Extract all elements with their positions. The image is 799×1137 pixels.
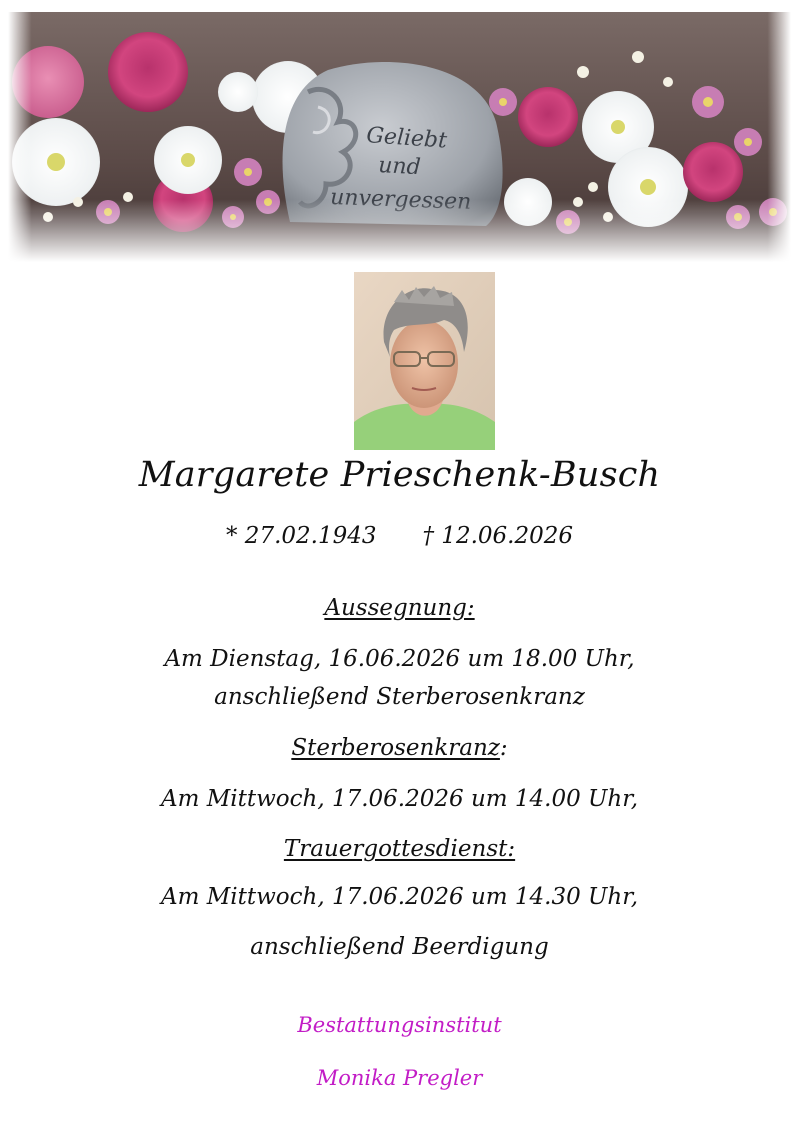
- trauergottesdienst-line-2: anschließend Beerdigung: [250, 934, 549, 960]
- aussegnung-line-1: Am Dienstag, 16.06.2026 um 18.00 Uhr,: [164, 646, 635, 672]
- death-date: † 12.06.2026: [422, 523, 573, 549]
- sterberosenkranz-line-1: Am Mittwoch, 17.06.2026 um 14.00 Uhr,: [160, 786, 639, 812]
- funeral-home-line-2: Monika Pregler: [316, 1066, 483, 1090]
- deceased-name: Margarete Prieschenk-Busch: [138, 455, 661, 495]
- trauergottesdienst-line-1: Am Mittwoch, 17.06.2026 um 14.30 Uhr,: [160, 884, 639, 910]
- birth-date: * 27.02.1943: [226, 523, 377, 549]
- section-heading-aussegnung: Aussegnung:: [324, 595, 475, 621]
- section-heading-trauergottesdienst: Trauergottesdienst:: [283, 836, 516, 862]
- funeral-home-line-1: Bestattungsinstitut: [297, 1013, 502, 1037]
- life-dates: [0, 523, 799, 549]
- aussegnung-line-2: anschließend Sterberosenkranz: [214, 684, 585, 710]
- portrait-photo: [354, 272, 495, 450]
- floral-banner-image: [8, 12, 791, 262]
- section-heading-sterberosenkranz: Sterberosenkranz:: [291, 735, 508, 761]
